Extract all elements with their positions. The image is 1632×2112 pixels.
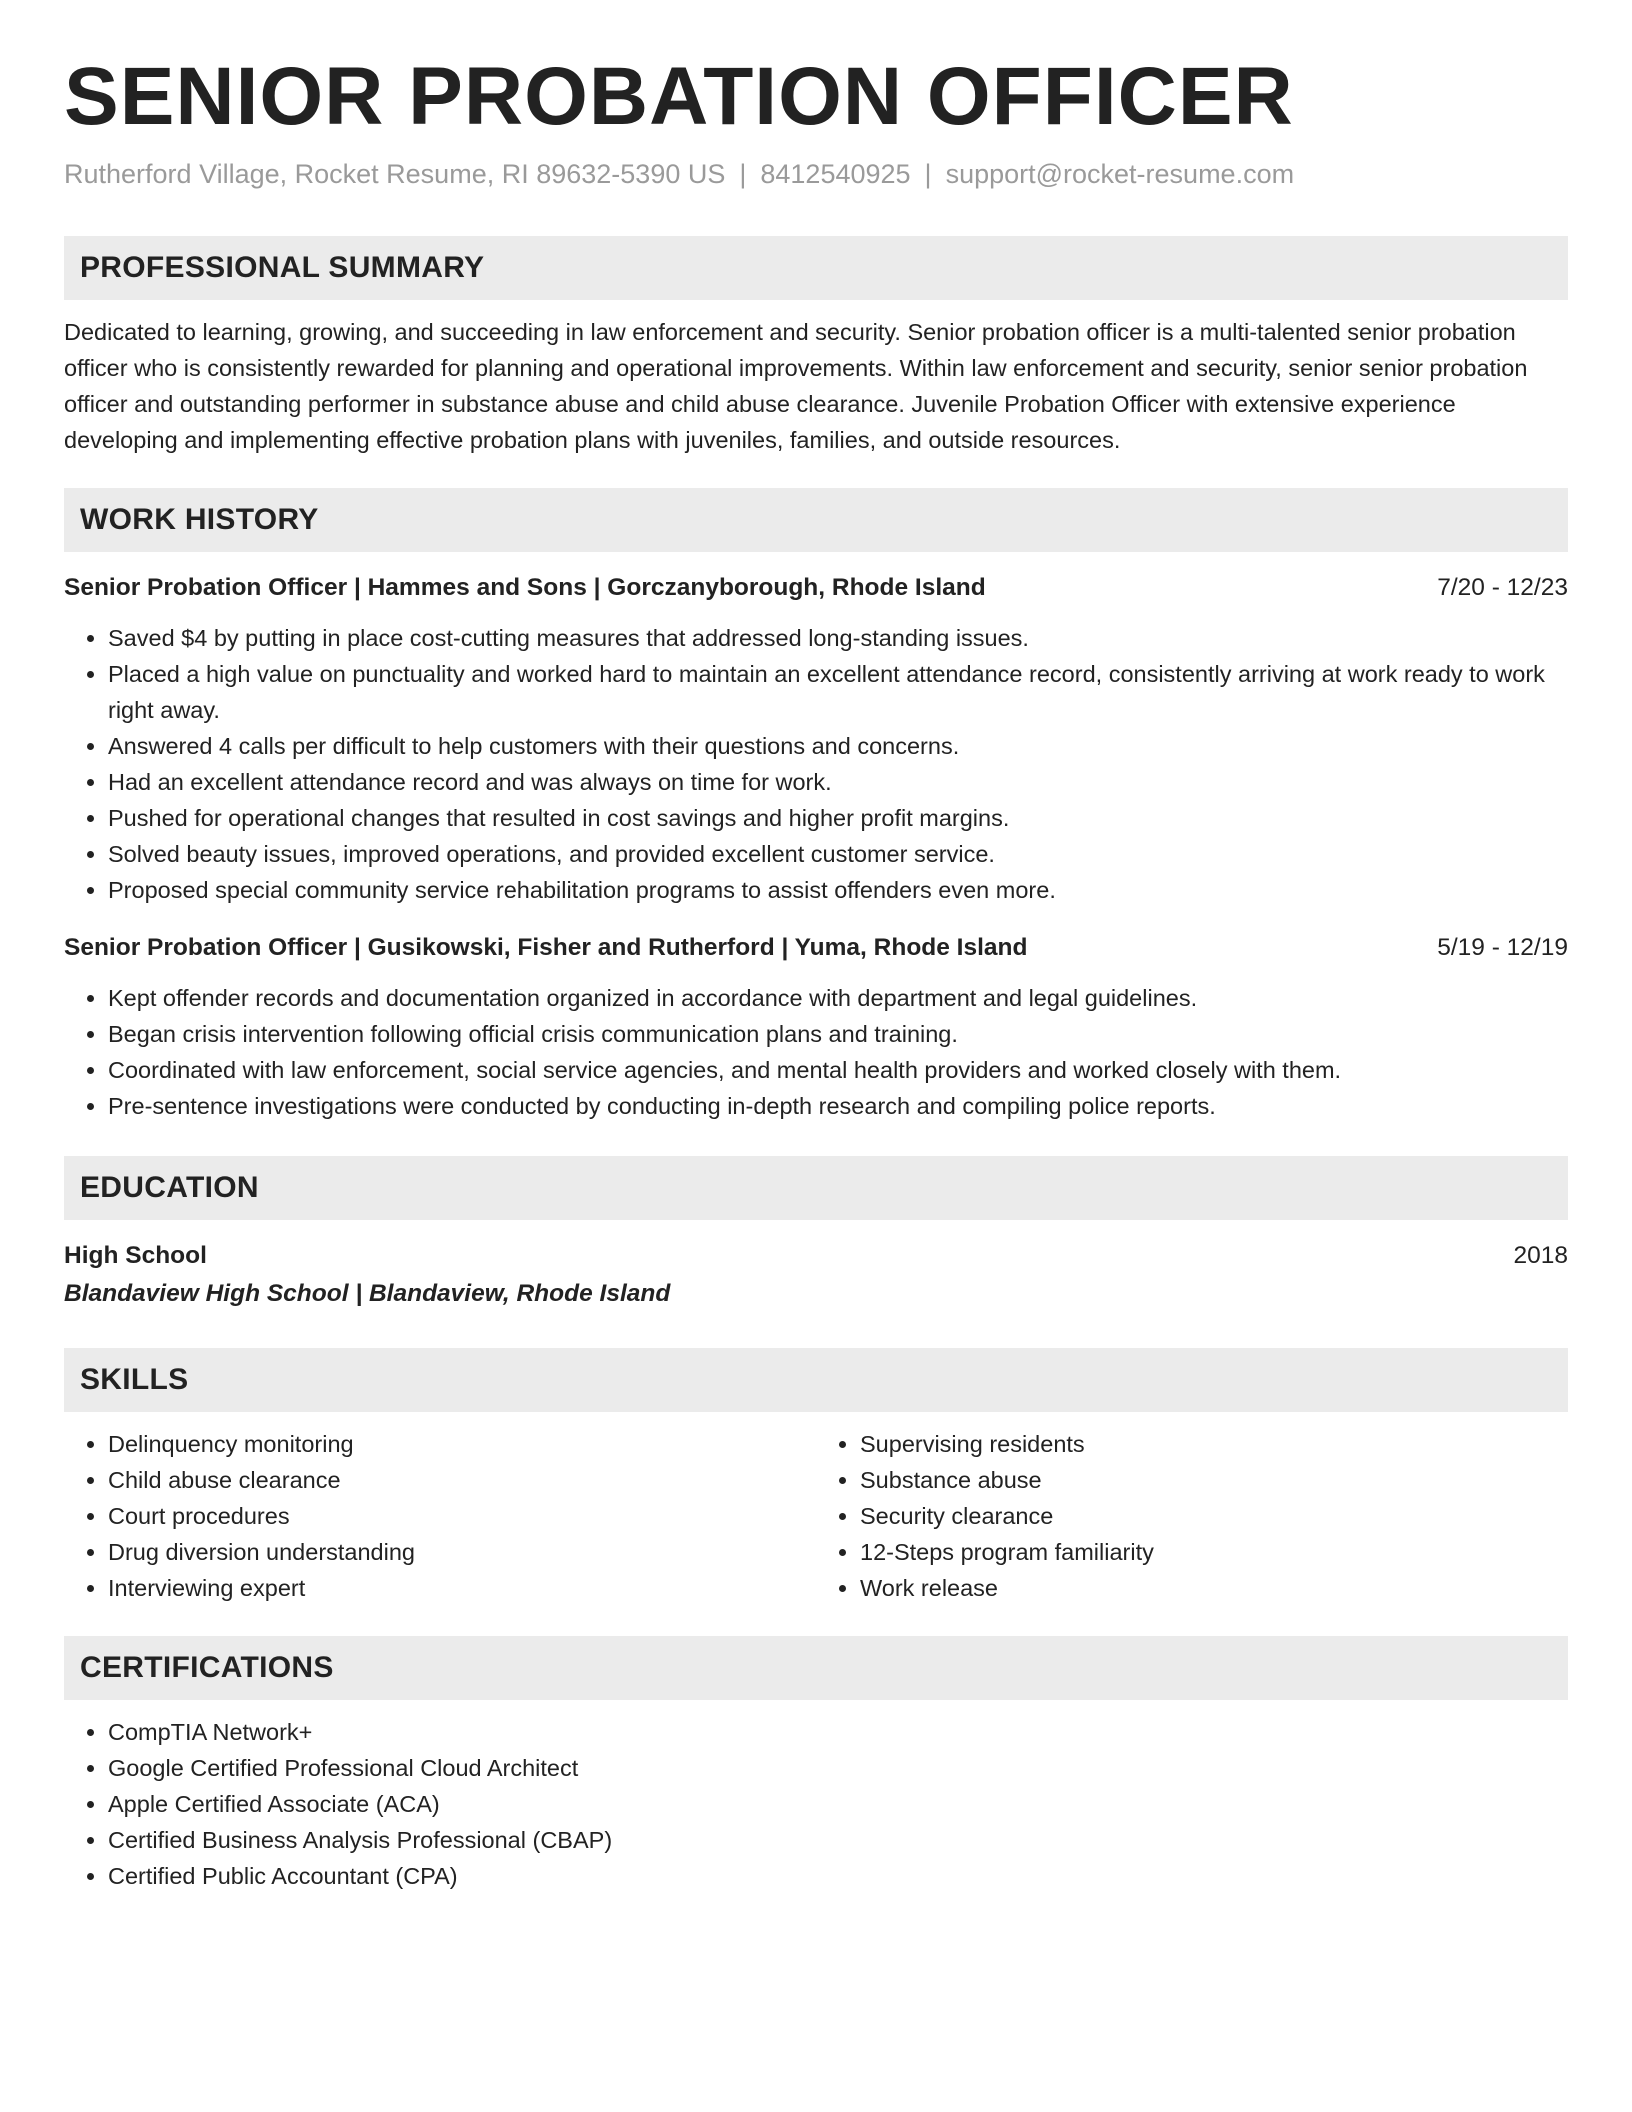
education-header xyxy=(64,1238,1568,1274)
education-school: Blandaview High School | Blandaview, Rhode Island xyxy=(64,1279,671,1307)
job-entry xyxy=(64,570,1568,908)
certifications-section xyxy=(64,1636,1568,1894)
list-item: • Coordinated with law enforcement, social service agencies, and mental health providers and worked closely with them. xyxy=(108,1052,1568,1088)
contact-email: support@rocket-resume.com xyxy=(945,159,1295,190)
list-item: • Interviewing expert xyxy=(108,1570,816,1606)
education-year: 2018 xyxy=(1513,1241,1568,1269)
contact-line xyxy=(64,156,1568,194)
skills-columns xyxy=(64,1412,1568,1606)
section-header xyxy=(64,1156,1568,1220)
list-item: • Placed a high value on punctuality and worked hard to maintain an excellent attendance record, consistently arriving at work ready to work right away. xyxy=(108,656,1568,728)
job-header xyxy=(64,930,1568,966)
section-header xyxy=(64,1636,1568,1700)
skills-section xyxy=(64,1348,1568,1606)
work-history-section xyxy=(64,488,1568,1124)
list-item: • Kept offender records and documentation organized in accordance with department and legal guidelines. xyxy=(108,980,1568,1016)
list-item: • Solved beauty issues, improved operations, and provided excellent customer service. xyxy=(108,836,1568,872)
list-item: • Drug diversion understanding xyxy=(108,1534,816,1570)
education-degree: High School xyxy=(64,1241,207,1269)
list-item: • Certified Business Analysis Professional (CBAP) xyxy=(108,1822,1568,1858)
contact-phone: 8412540925 xyxy=(760,159,911,190)
list-item: • CompTIA Network+ xyxy=(108,1714,1568,1750)
job-heading: Senior Probation Officer | Hammes and Sons | Gorczanyborough, Rhode Island xyxy=(64,573,986,601)
job-dates: 7/20 - 12/23 xyxy=(1437,573,1568,601)
list-item: • Supervising residents xyxy=(860,1426,1568,1462)
job-dates: 5/19 - 12/19 xyxy=(1437,933,1568,961)
certifications-list xyxy=(64,1714,1568,1894)
job-header xyxy=(64,570,1568,606)
list-item: • Apple Certified Associate (ACA) xyxy=(108,1786,1568,1822)
contact-address: Rutherford Village, Rocket Resume, RI 89632-5390 US xyxy=(64,159,726,190)
list-item: • Security clearance xyxy=(860,1498,1568,1534)
contact-separator: | xyxy=(739,159,747,190)
list-item: • Proposed special community service rehabilitation programs to assist offenders even more. xyxy=(108,872,1568,908)
list-item: • Saved $4 by putting in place cost-cutting measures that addressed long-standing issues. xyxy=(108,620,1568,656)
resume-name: SENIOR PROBATION OFFICER xyxy=(64,51,1294,142)
list-item: • 12-Steps program familiarity xyxy=(860,1534,1568,1570)
list-item: • Google Certified Professional Cloud Architect xyxy=(108,1750,1568,1786)
list-item: • Answered 4 calls per difficult to help customers with their questions and concerns. xyxy=(108,728,1568,764)
job-heading: Senior Probation Officer | Gusikowski, Fisher and Rutherford | Yuma, Rhode Island xyxy=(64,933,1028,961)
section-title-summary: PROFESSIONAL SUMMARY xyxy=(80,250,485,284)
job-bullets xyxy=(64,980,1568,1124)
section-title-education: EDUCATION xyxy=(80,1170,259,1204)
section-title-work: WORK HISTORY xyxy=(80,502,319,536)
section-title-certifications: CERTIFICATIONS xyxy=(80,1650,334,1684)
skills-left-list xyxy=(64,1426,816,1606)
section-title-skills: SKILLS xyxy=(80,1362,189,1396)
list-item: • Delinquency monitoring xyxy=(108,1426,816,1462)
list-item: • Substance abuse xyxy=(860,1462,1568,1498)
list-item: • Child abuse clearance xyxy=(108,1462,816,1498)
education-section xyxy=(64,1156,1568,1312)
summary-text: Dedicated to learning, growing, and succeeding in law enforcement and security. Senior probation officer is a multi-talented senior probation officer who is consistently rewarded for planning and operational improvements. Within law enforcement and security, senior senior probation officer and outstanding performer in substance abuse and child abuse clearance. Juvenile Probation Officer with extensive experience developing and implementing effective probation plans with juveniles, families, and outside resources. xyxy=(64,318,1528,453)
job-entry xyxy=(64,930,1568,1124)
skills-right-list xyxy=(816,1426,1568,1606)
contact-separator: | xyxy=(924,159,932,190)
list-item: • Pre-sentence investigations were conducted by conducting in-depth research and compiling police reports. xyxy=(108,1088,1568,1124)
job-bullets xyxy=(64,620,1568,908)
list-item: • Court procedures xyxy=(108,1498,816,1534)
summary-section xyxy=(64,236,1568,458)
section-header xyxy=(64,1348,1568,1412)
section-header xyxy=(64,488,1568,552)
list-item: • Work release xyxy=(860,1570,1568,1606)
list-item: • Pushed for operational changes that resulted in cost savings and higher profit margins. xyxy=(108,800,1568,836)
list-item: • Had an excellent attendance record and was always on time for work. xyxy=(108,764,1568,800)
list-item: • Began crisis intervention following official crisis communication plans and training. xyxy=(108,1016,1568,1052)
list-item: • Certified Public Accountant (CPA) xyxy=(108,1858,1568,1894)
section-header xyxy=(64,236,1568,300)
